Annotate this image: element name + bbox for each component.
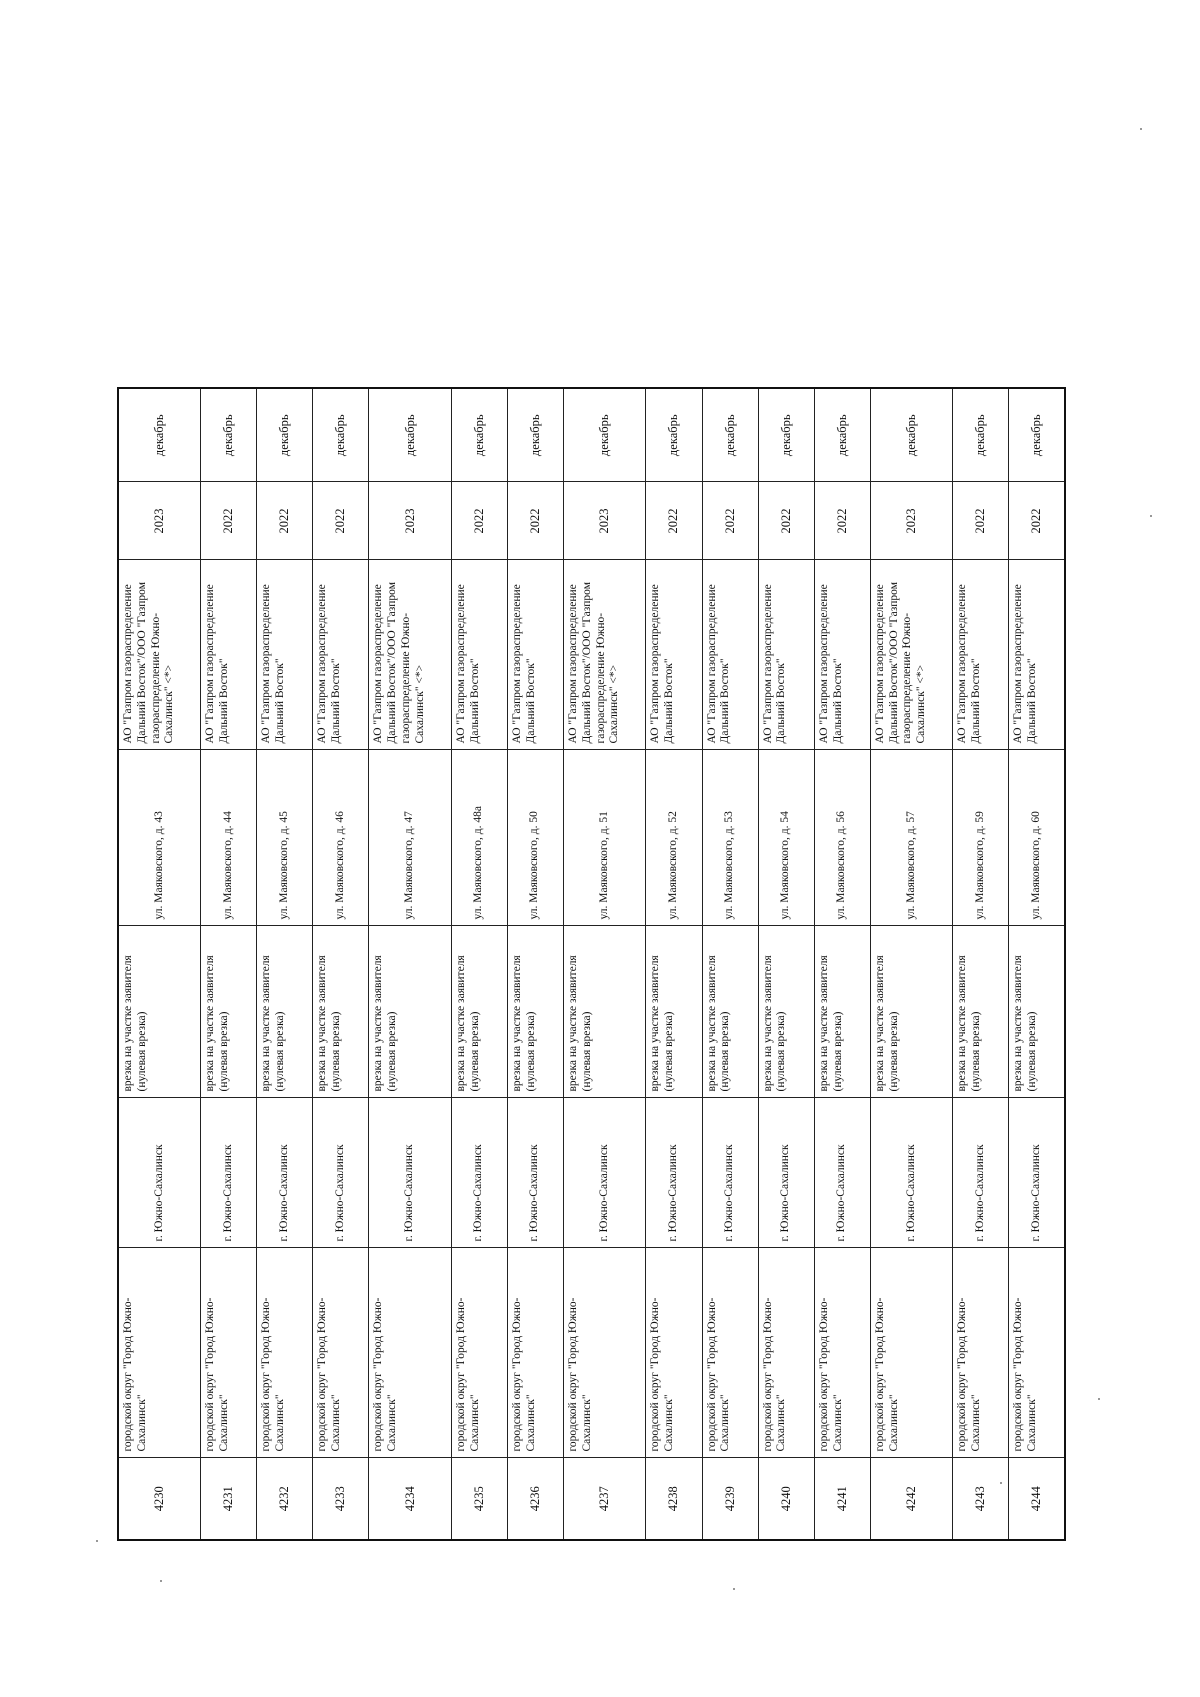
month-cell: декабрь xyxy=(451,388,507,482)
municipal-district-cell: городской округ "Город Южно-Сахалинск" xyxy=(369,1248,451,1458)
table-row xyxy=(702,388,758,1540)
table-row xyxy=(758,388,814,1540)
row-number-cell: 4236 xyxy=(507,1458,563,1540)
row-number-cell: 4234 xyxy=(369,1458,451,1540)
year-cell: 2022 xyxy=(313,482,369,560)
month-cell: декабрь xyxy=(814,388,870,482)
address-cell: ул. Маяковского, д. 50 xyxy=(507,750,563,926)
month-cell: декабрь xyxy=(118,388,200,482)
gas-organization-cell: АО "Газпром газораспределение Дальний Восток"/ООО "Газпром газораспределение Южно-Сахалинск" <*> xyxy=(563,560,645,750)
month-cell: декабрь xyxy=(870,388,952,482)
scan-speck xyxy=(733,1588,735,1590)
settlement-cell: г. Южно-Сахалинск xyxy=(313,1098,369,1248)
address-cell: ул. Маяковского, д. 46 xyxy=(313,750,369,926)
month-cell: декабрь xyxy=(369,388,451,482)
settlement-cell: г. Южно-Сахалинск xyxy=(814,1098,870,1248)
work-type-cell: врезка на участке заявителя (нулевая врезка) xyxy=(646,926,702,1098)
gas-organization-cell: АО "Газпром газораспределение Дальний Восток" xyxy=(507,560,563,750)
address-cell: ул. Маяковского, д. 56 xyxy=(814,750,870,926)
table-row xyxy=(451,388,507,1540)
gas-organization-cell: АО "Газпром газораспределение Дальний Восток" xyxy=(953,560,1009,750)
month-cell: декабрь xyxy=(313,388,369,482)
table-row xyxy=(870,388,952,1540)
year-cell: 2023 xyxy=(118,482,200,560)
work-type-cell: врезка на участке заявителя (нулевая врезка) xyxy=(870,926,952,1098)
gas-organization-cell: АО "Газпром газораспределение Дальний Восток" xyxy=(702,560,758,750)
gas-organization-cell: АО "Газпром газораспределение Дальний Восток" xyxy=(646,560,702,750)
work-type-cell: врезка на участке заявителя (нулевая врезка) xyxy=(369,926,451,1098)
gas-organization-cell: АО "Газпром газораспределение Дальний Восток"/ООО "Газпром газораспределение Южно-Сахалинск" <*> xyxy=(870,560,952,750)
municipal-district-cell: городской округ "Город Южно-Сахалинск" xyxy=(814,1248,870,1458)
settlement-cell: г. Южно-Сахалинск xyxy=(451,1098,507,1248)
gas-organization-cell: АО "Газпром газораспределение Дальний Восток"/ООО "Газпром газораспределение Южно-Сахалинск" <*> xyxy=(118,560,200,750)
work-type-cell: врезка на участке заявителя (нулевая врезка) xyxy=(257,926,313,1098)
scan-speck xyxy=(96,1540,98,1542)
gas-organization-cell: АО "Газпром газораспределение Дальний Восток" xyxy=(313,560,369,750)
address-cell: ул. Маяковского, д. 54 xyxy=(758,750,814,926)
row-number-cell: 4242 xyxy=(870,1458,952,1540)
work-type-cell: врезка на участке заявителя (нулевая врезка) xyxy=(702,926,758,1098)
row-number-cell: 4241 xyxy=(814,1458,870,1540)
settlement-cell: г. Южно-Сахалинск xyxy=(953,1098,1009,1248)
month-cell: декабрь xyxy=(563,388,645,482)
municipal-district-cell: городской округ "Город Южно-Сахалинск" xyxy=(563,1248,645,1458)
table-row xyxy=(1009,388,1065,1540)
gas-connection-table xyxy=(117,387,1066,1541)
gas-organization-cell: АО "Газпром газораспределение Дальний Восток" xyxy=(814,560,870,750)
address-cell: ул. Маяковского, д. 57 xyxy=(870,750,952,926)
row-number-cell: 4232 xyxy=(257,1458,313,1540)
work-type-cell: врезка на участке заявителя (нулевая врезка) xyxy=(313,926,369,1098)
month-cell: декабрь xyxy=(200,388,256,482)
month-cell: декабрь xyxy=(702,388,758,482)
gas-organization-cell: АО "Газпром газораспределение Дальний Восток" xyxy=(257,560,313,750)
year-cell: 2022 xyxy=(814,482,870,560)
month-cell: декабрь xyxy=(758,388,814,482)
scan-speck xyxy=(1000,1482,1002,1484)
address-cell: ул. Маяковского, д. 45 xyxy=(257,750,313,926)
address-cell: ул. Маяковского, д. 59 xyxy=(953,750,1009,926)
settlement-cell: г. Южно-Сахалинск xyxy=(870,1098,952,1248)
address-cell: ул. Маяковского, д. 43 xyxy=(118,750,200,926)
month-cell: декабрь xyxy=(953,388,1009,482)
settlement-cell: г. Южно-Сахалинск xyxy=(702,1098,758,1248)
settlement-cell: г. Южно-Сахалинск xyxy=(646,1098,702,1248)
table-row xyxy=(563,388,645,1540)
table-row xyxy=(507,388,563,1540)
gas-organization-cell: АО "Газпром газораспределение Дальний Восток" xyxy=(758,560,814,750)
month-cell: декабрь xyxy=(1009,388,1065,482)
work-type-cell: врезка на участке заявителя (нулевая врезка) xyxy=(200,926,256,1098)
municipal-district-cell: городской округ "Город Южно-Сахалинск" xyxy=(507,1248,563,1458)
row-number-cell: 4243 xyxy=(953,1458,1009,1540)
settlement-cell: г. Южно-Сахалинск xyxy=(1009,1098,1065,1248)
gas-organization-cell: АО "Газпром газораспределение Дальний Восток" xyxy=(451,560,507,750)
municipal-district-cell: городской округ "Город Южно-Сахалинск" xyxy=(702,1248,758,1458)
year-cell: 2023 xyxy=(563,482,645,560)
address-cell: ул. Маяковского, д. 53 xyxy=(702,750,758,926)
year-cell: 2022 xyxy=(646,482,702,560)
settlement-cell: г. Южно-Сахалинск xyxy=(369,1098,451,1248)
address-cell: ул. Маяковского, д. 48а xyxy=(451,750,507,926)
municipal-district-cell: городской округ "Город Южно-Сахалинск" xyxy=(758,1248,814,1458)
settlement-cell: г. Южно-Сахалинск xyxy=(200,1098,256,1248)
year-cell: 2022 xyxy=(200,482,256,560)
settlement-cell: г. Южно-Сахалинск xyxy=(563,1098,645,1248)
table-row xyxy=(369,388,451,1540)
scan-speck xyxy=(160,1580,162,1582)
year-cell: 2022 xyxy=(507,482,563,560)
month-cell: декабрь xyxy=(257,388,313,482)
rotated-table-frame xyxy=(117,389,1066,1541)
settlement-cell: г. Южно-Сахалинск xyxy=(758,1098,814,1248)
year-cell: 2022 xyxy=(953,482,1009,560)
scan-speck xyxy=(1150,515,1152,517)
municipal-district-cell: городской округ "Город Южно-Сахалинск" xyxy=(953,1248,1009,1458)
table-row xyxy=(200,388,256,1540)
gas-organization-cell: АО "Газпром газораспределение Дальний Восток"/ООО "Газпром газораспределение Южно-Сахалинск" <*> xyxy=(369,560,451,750)
table-row xyxy=(313,388,369,1540)
municipal-district-cell: городской округ "Город Южно-Сахалинск" xyxy=(313,1248,369,1458)
work-type-cell: врезка на участке заявителя (нулевая врезка) xyxy=(953,926,1009,1098)
table-row xyxy=(257,388,313,1540)
work-type-cell: врезка на участке заявителя (нулевая врезка) xyxy=(563,926,645,1098)
table-row xyxy=(118,388,200,1540)
year-cell: 2023 xyxy=(870,482,952,560)
work-type-cell: врезка на участке заявителя (нулевая врезка) xyxy=(507,926,563,1098)
year-cell: 2022 xyxy=(257,482,313,560)
work-type-cell: врезка на участке заявителя (нулевая врезка) xyxy=(1009,926,1065,1098)
row-number-cell: 4233 xyxy=(313,1458,369,1540)
row-number-cell: 4237 xyxy=(563,1458,645,1540)
work-type-cell: врезка на участке заявителя (нулевая врезка) xyxy=(814,926,870,1098)
month-cell: декабрь xyxy=(646,388,702,482)
municipal-district-cell: городской округ "Город Южно-Сахалинск" xyxy=(451,1248,507,1458)
year-cell: 2022 xyxy=(1009,482,1065,560)
work-type-cell: врезка на участке заявителя (нулевая врезка) xyxy=(118,926,200,1098)
table-row xyxy=(646,388,702,1540)
municipal-district-cell: городской округ "Город Южно-Сахалинск" xyxy=(118,1248,200,1458)
municipal-district-cell: городской округ "Город Южно-Сахалинск" xyxy=(870,1248,952,1458)
year-cell: 2022 xyxy=(758,482,814,560)
table-body xyxy=(118,388,1065,1540)
table-row xyxy=(953,388,1009,1540)
table-row xyxy=(814,388,870,1540)
month-cell: декабрь xyxy=(507,388,563,482)
municipal-district-cell: городской округ "Город Южно-Сахалинск" xyxy=(200,1248,256,1458)
gas-organization-cell: АО "Газпром газораспределение Дальний Восток" xyxy=(1009,560,1065,750)
address-cell: ул. Маяковского, д. 52 xyxy=(646,750,702,926)
address-cell: ул. Маяковского, д. 47 xyxy=(369,750,451,926)
row-number-cell: 4230 xyxy=(118,1458,200,1540)
settlement-cell: г. Южно-Сахалинск xyxy=(507,1098,563,1248)
municipal-district-cell: городской округ "Город Южно-Сахалинск" xyxy=(257,1248,313,1458)
row-number-cell: 4231 xyxy=(200,1458,256,1540)
row-number-cell: 4239 xyxy=(702,1458,758,1540)
settlement-cell: г. Южно-Сахалинск xyxy=(257,1098,313,1248)
address-cell: ул. Маяковского, д. 44 xyxy=(200,750,256,926)
year-cell: 2023 xyxy=(369,482,451,560)
row-number-cell: 4240 xyxy=(758,1458,814,1540)
address-cell: ул. Маяковского, д. 60 xyxy=(1009,750,1065,926)
row-number-cell: 4238 xyxy=(646,1458,702,1540)
year-cell: 2022 xyxy=(451,482,507,560)
municipal-district-cell: городской округ "Город Южно-Сахалинск" xyxy=(1009,1248,1065,1458)
gas-organization-cell: АО "Газпром газораспределение Дальний Восток" xyxy=(200,560,256,750)
row-number-cell: 4244 xyxy=(1009,1458,1065,1540)
row-number-cell: 4235 xyxy=(451,1458,507,1540)
settlement-cell: г. Южно-Сахалинск xyxy=(118,1098,200,1248)
municipal-district-cell: городской округ "Город Южно-Сахалинск" xyxy=(646,1248,702,1458)
work-type-cell: врезка на участке заявителя (нулевая врезка) xyxy=(758,926,814,1098)
scan-speck xyxy=(1098,1398,1100,1400)
year-cell: 2022 xyxy=(702,482,758,560)
work-type-cell: врезка на участке заявителя (нулевая врезка) xyxy=(451,926,507,1098)
address-cell: ул. Маяковского, д. 51 xyxy=(563,750,645,926)
scan-speck xyxy=(1140,128,1142,130)
